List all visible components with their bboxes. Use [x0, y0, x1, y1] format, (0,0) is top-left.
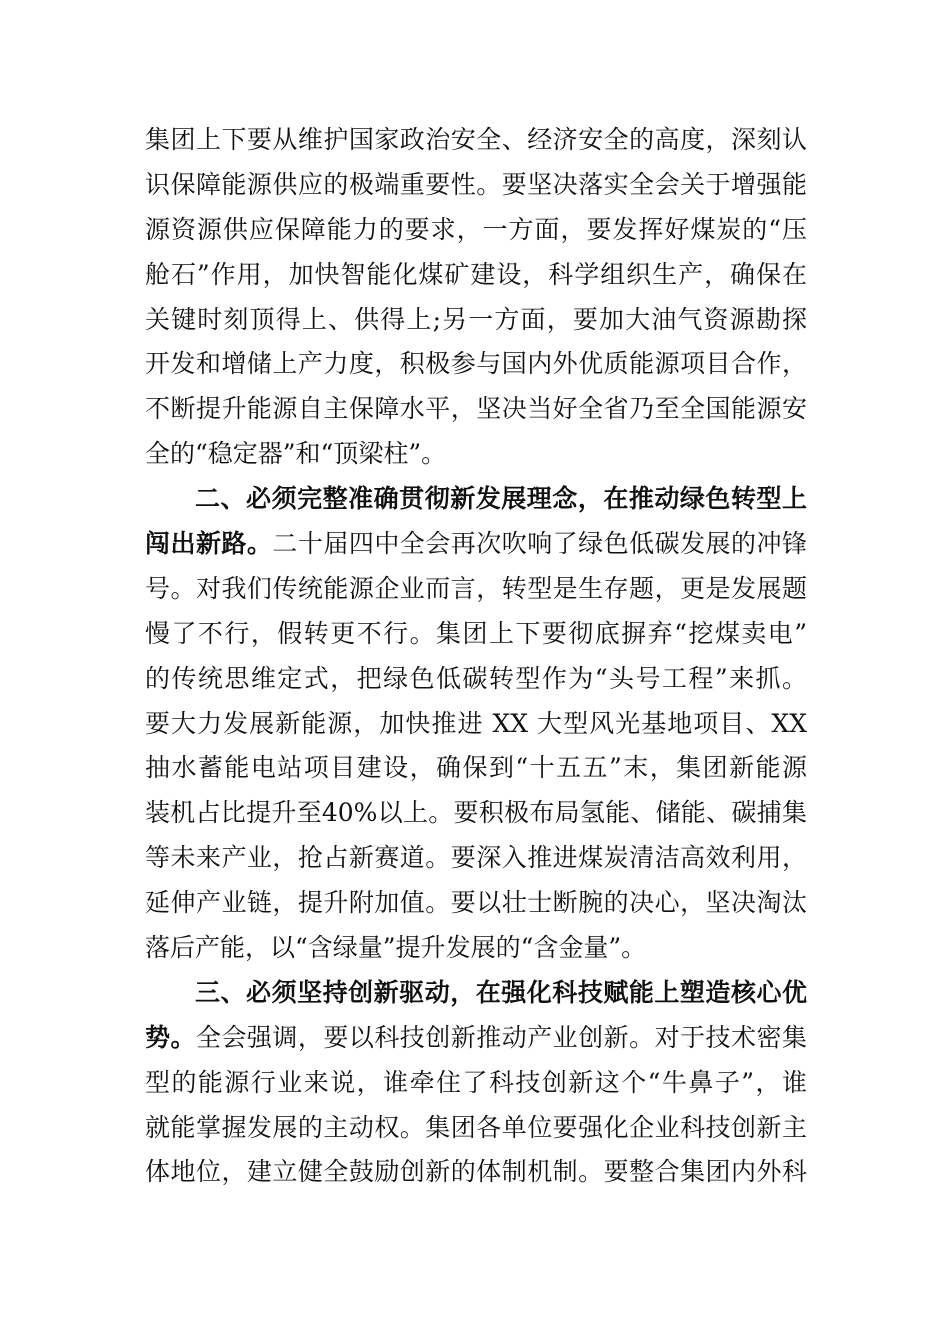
body-text: 的传统思维定式，把绿色低碳转型作为“头号工程”来抓。	[145, 663, 807, 693]
body-text: 装机占比提升至40%以上。要积极布局氢能、储能、碳捕集	[145, 798, 807, 828]
text-line	[145, 1106, 807, 1151]
body-text: 开发和增储上产力度，积极参与国内外优质能源项目合作，	[145, 349, 807, 379]
text-line	[145, 432, 807, 477]
body-text: 关键时刻顶得上、供得上;另一方面，要加大油气资源勘探	[145, 304, 807, 334]
body-text: 落后产能，以“含绿量”提升发展的“含金量”。	[145, 933, 647, 963]
text-line	[145, 791, 807, 836]
text-line	[145, 836, 807, 881]
text-line	[145, 387, 807, 432]
text-line	[145, 971, 807, 1016]
body-text: 识保障能源供应的极端重要性。要坚决落实全会关于增强能	[145, 169, 807, 199]
text-line	[145, 1061, 807, 1106]
body-text: 源资源供应保障能力的要求，一方面，要发挥好煤炭的“压	[145, 214, 807, 244]
bold-heading-text: 势。	[145, 1022, 196, 1052]
text-line	[145, 881, 807, 926]
bold-heading-text: 三、必须坚持创新驱动，在强化科技赋能上塑造核心优	[195, 977, 807, 1007]
body-text: 集团上下要从维护国家政治安全、经济安全的高度，深刻认	[145, 125, 807, 154]
document-page	[145, 118, 807, 1195]
text-line	[145, 477, 807, 522]
text-line	[145, 926, 807, 971]
body-text: 全的“稳定器”和“顶梁柱”。	[145, 439, 447, 469]
bold-heading-text: 闯出新路。	[145, 529, 273, 559]
body-text: 延伸产业链，提升附加值。要以壮士断腕的决心，坚决淘汰	[145, 888, 807, 918]
text-line	[145, 1150, 807, 1195]
paragraph	[145, 971, 807, 1195]
body-text: 体地位，建立健全鼓励创新的体制机制。要整合集团内外科	[145, 1157, 807, 1187]
text-line	[145, 746, 807, 791]
text-line	[145, 118, 807, 163]
body-text: 抽水蓄能电站项目建设，确保到“十五五”末，集团新能源	[145, 753, 807, 783]
text-line	[145, 1016, 807, 1061]
text-line	[145, 298, 807, 343]
text-line	[145, 342, 807, 387]
body-text: 全会强调，要以科技创新推动产业创新。对于技术密集	[195, 1022, 807, 1052]
body-text: 型的能源行业来说，谁牵住了科技创新这个“牛鼻子”，谁	[145, 1067, 807, 1097]
text-line	[145, 702, 807, 747]
body-text: 不断提升能源自主保障水平，坚决当好全省乃至全国能源安	[145, 394, 807, 424]
body-text: 等未来产业，抢占新赛道。要深入推进煤炭清洁高效利用，	[145, 843, 807, 873]
text-line	[145, 253, 807, 298]
body-text: 号。对我们传统能源企业而言，转型是生存题，更是发展题	[145, 573, 807, 603]
text-line	[145, 163, 807, 208]
body-text: 二十届四中全会再次吹响了绿色低碳发展的冲锋	[272, 529, 807, 559]
paragraph	[145, 118, 807, 477]
body-text: 就能掌握发展的主动权。集团各单位要强化企业科技创新主	[145, 1112, 807, 1142]
text-line	[145, 208, 807, 253]
body-text: 舱石”作用，加快智能化煤矿建设，科学组织生产，确保在	[145, 259, 807, 289]
body-text: 慢了不行，假转更不行。集团上下要彻底摒弃“挖煤卖电”	[145, 618, 807, 648]
bold-heading-text: 二、必须完整准确贯彻新发展理念，在推动绿色转型上	[195, 484, 807, 514]
text-line	[145, 522, 807, 567]
body-text: 要大力发展新能源，加快推进 XX 大型风光基地项目、XX	[145, 708, 807, 738]
text-line	[145, 657, 807, 702]
text-line	[145, 612, 807, 657]
text-line	[145, 567, 807, 612]
paragraph	[145, 477, 807, 971]
